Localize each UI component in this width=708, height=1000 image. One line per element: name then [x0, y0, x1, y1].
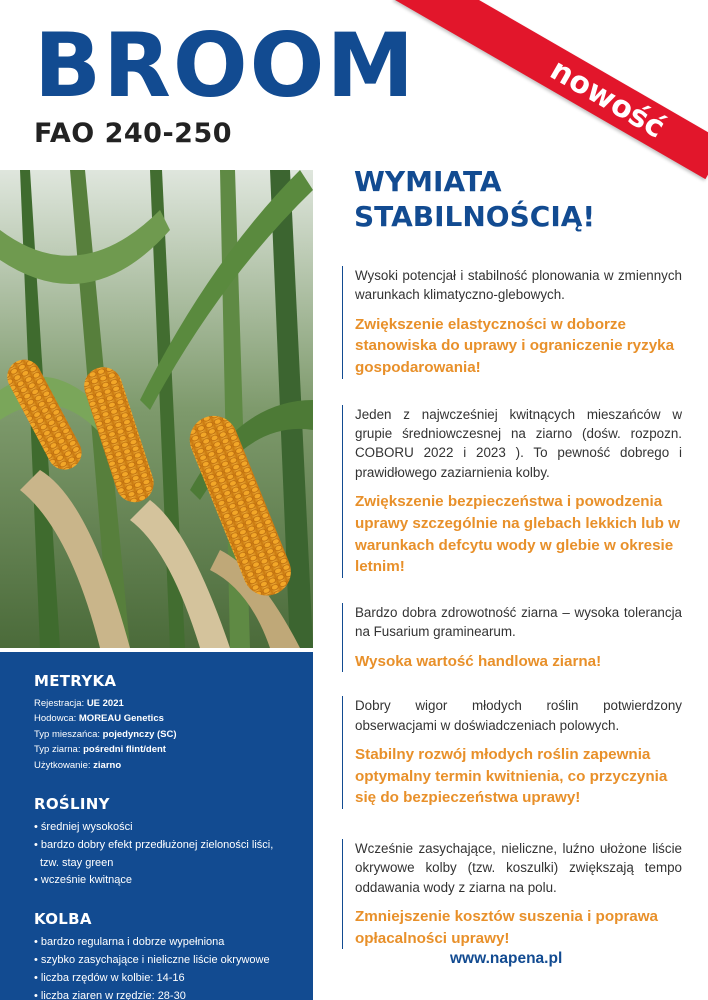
benefit-block — [342, 603, 682, 672]
list-item: • średniej wysokości — [34, 819, 313, 837]
metryka-row — [34, 758, 313, 773]
list-item: • liczba ziaren w rzędzie: 28-30 — [34, 988, 313, 1000]
metryka-value: pojedynczy (SC) — [102, 728, 177, 740]
product-name: BROOM — [34, 14, 417, 117]
kolba-title: KOLBA — [34, 910, 92, 929]
benefit-description: Wcześnie zasychające, nieliczne, luźno ułożone liście okrywowe kolby (tzw. koszulki) zwiększają tempo oddawania wody z ziarna na polu. — [355, 840, 682, 895]
rosliny-list — [34, 819, 313, 890]
benefit-description: Dobry wigor młodych roślin potwierdzony obserwacjami w doświadczeniach polowych. — [355, 698, 682, 733]
metryka-row — [34, 696, 313, 711]
benefit-block — [342, 266, 682, 379]
metryka-value: ziarno — [93, 759, 122, 771]
headline-line-1: WYMIATA — [354, 165, 502, 198]
list-item: • liczba rzędów w kolbie: 14-16 — [34, 970, 313, 988]
headline — [354, 164, 595, 234]
rosliny-title: ROŚLINY — [34, 794, 110, 813]
list-item-continuation: tzw. stay green — [40, 856, 114, 869]
new-badge-ribbon — [394, 0, 708, 179]
benefits-list — [342, 266, 682, 959]
metryka-row — [34, 742, 313, 757]
benefit-highlight: Wysoka wartość handlowa ziarna! — [355, 652, 602, 670]
benefit-block — [342, 696, 682, 809]
benefit-description: Wysoki potencjał i stabilność plonowania w zmiennych warunkach klimatyczno-glebowych. — [355, 268, 682, 303]
metryka-label: Rejestracja: — [34, 698, 85, 709]
metryka-label: Typ mieszańca: — [34, 728, 100, 740]
specs-panel — [0, 652, 313, 1000]
metryka-title: METRYKA — [34, 672, 117, 690]
new-badge-label: nowość — [544, 51, 671, 146]
benefit-highlight: Zmniejszenie kosztów suszenia i poprawa opłacalności uprawy! — [355, 908, 658, 947]
metryka-value: UE 2021 — [86, 698, 124, 709]
benefit-highlight: Zwiększenie bezpieczeństwa i powodzenia uprawy szczególnie na glebach lekkich lub w warunkach defcytu wody w glebie w okresie letnim! — [355, 493, 680, 576]
list-item: • bardzo regularna i dobrze wypełniona — [34, 934, 313, 952]
kolba-list — [34, 934, 313, 1000]
metryka-row — [34, 727, 313, 742]
list-item: • szybko zasychające i nieliczne liście okrywowe — [34, 952, 313, 970]
list-item-text: bardzo dobry efekt przedłużonej zieloności liści, — [40, 838, 274, 851]
metryka-label: Typ ziarna: — [34, 744, 81, 756]
benefit-block — [342, 405, 682, 578]
metryka-value: MOREAU Genetics — [78, 713, 164, 725]
benefit-block — [342, 839, 682, 949]
headline-line-2: STABILNOŚCIĄ! — [354, 200, 596, 233]
benefit-highlight: Stabilny rozwój młodych roślin zapewnia optymalny termin kwitnienia, co przyczynia się do bezpieczeństwa uprawy! — [355, 746, 668, 807]
fao-number: FAO 240-250 — [34, 118, 233, 149]
corn-photo-illustration — [0, 170, 313, 648]
metryka-row — [34, 711, 313, 726]
list-item: • wcześnie kwitnące — [34, 872, 313, 890]
website-link[interactable]: www.napena.pl — [450, 950, 563, 967]
benefit-highlight: Zwiększenie elastyczności w doborze stanowiska do uprawy i ograniczenie ryzyka gospodarowania! — [355, 315, 675, 377]
metryka-value: pośredni flint/dent — [83, 744, 166, 756]
corn-photo — [0, 170, 313, 648]
benefit-description: Bardzo dobra zdrowotność ziarna – wysoka tolerancja na Fusarium graminearum. — [355, 604, 682, 640]
benefit-description: Jeden z najwcześniej kwitnących mieszańców w grupie średniowczesnej na ziarno (dośw. rozpozn. COBORU 2022 i 2023 ). To pewność dobrego i prawidłowego zaziarnienia kolby. — [355, 406, 682, 480]
metryka-label: Użytkowanie: — [34, 759, 91, 771]
metryka-label: Hodowca: — [34, 713, 77, 725]
list-item — [34, 837, 313, 873]
